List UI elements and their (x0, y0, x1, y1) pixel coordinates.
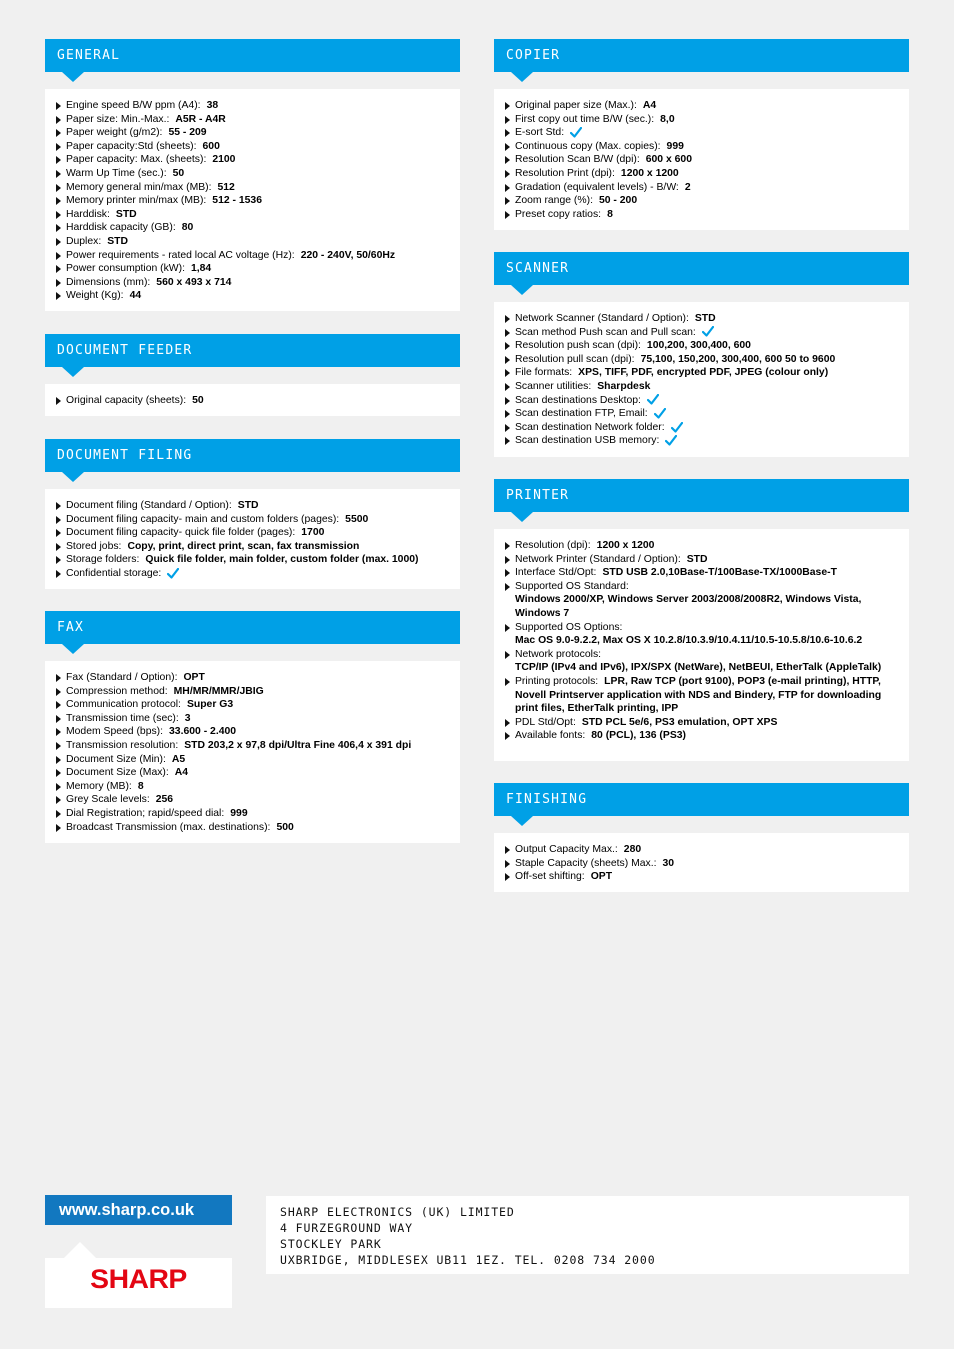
spec-item (55, 698, 450, 712)
spec-item (504, 353, 899, 367)
spec-value: 500 (276, 821, 294, 833)
spec-item (55, 793, 450, 807)
spec-value: 55 - 209 (168, 127, 207, 139)
spec-value: 1,84 (190, 263, 212, 275)
spec-item (55, 526, 450, 540)
section-title: DOCUMENT FILING (45, 439, 460, 472)
spec-item (55, 725, 450, 739)
spec-label: Preset copy ratios: (515, 208, 602, 220)
spec-label: Storage folders: (66, 554, 140, 566)
address-line: SHARP ELECTRONICS (UK) LIMITED (280, 1205, 515, 1219)
spec-label: Memory printer min/max (MB): (66, 195, 207, 207)
spec-label: Output Capacity Max.: (515, 844, 618, 855)
spec-value: 280 (623, 844, 642, 855)
spec-item (504, 167, 899, 181)
spec-item (504, 675, 899, 716)
spec-label: Harddisk: (66, 208, 110, 220)
spec-value: STD (115, 208, 137, 220)
spec-value: 600 (202, 140, 220, 152)
spec-value: OPT (590, 871, 613, 883)
spec-label: Resolution push scan (dpi): (515, 340, 641, 352)
spec-item (504, 716, 899, 730)
spec-label: Network Printer (Standard / Option): (515, 553, 681, 565)
section-document-feeder (45, 334, 460, 406)
spec-item (55, 289, 450, 303)
spec-label: File formats: (515, 367, 573, 379)
spec-value: 50 - 200 (598, 195, 638, 207)
spec-item (55, 394, 450, 408)
spec-label: Interface Std/Opt: (515, 567, 597, 579)
spec-item (55, 499, 450, 513)
spec-list (504, 99, 899, 221)
spec-value: 38 (206, 100, 219, 111)
spec-item (55, 712, 450, 726)
spec-label: Continuous copy (Max. copies): (515, 140, 661, 152)
spec-label: Resolution Print (dpi): (515, 167, 615, 179)
spec-list (504, 539, 899, 743)
spec-item (55, 780, 450, 794)
spec-item (504, 140, 899, 154)
section-document-filing (45, 439, 460, 579)
spec-value: 600 x 600 (645, 154, 692, 166)
check-icon (570, 127, 582, 138)
spec-list (55, 99, 450, 303)
spec-value: STD (686, 553, 708, 565)
spec-item (504, 181, 899, 195)
spec-value: XPS, TIFF, PDF, encrypted PDF, JPEG (colour only) (578, 367, 829, 379)
spec-item (55, 235, 450, 249)
section-title: GENERAL (45, 39, 460, 72)
spec-value: STD (107, 235, 129, 247)
spec-item (55, 194, 450, 208)
spec-value: 2100 (212, 154, 236, 166)
spec-label: First copy out time B/W (sec.): (515, 113, 655, 125)
spec-label: Harddisk capacity (GB): (66, 222, 176, 234)
company-address (266, 1196, 909, 1274)
spec-item (55, 739, 450, 753)
spec-label: Off-set shifting: (515, 871, 585, 883)
spec-item (504, 326, 899, 340)
spec-item (55, 262, 450, 276)
spec-list (55, 394, 450, 408)
spec-value: Mac OS 9.0-9.2.2, Max OS X 10.2.8/10.3.9/10.4.11/10.5-10.5.8/10.6-10.6.2 (515, 635, 863, 647)
spec-item (55, 821, 450, 835)
spec-label: Confidential storage: (66, 567, 162, 579)
address-line: 4 FURZEGROUND WAY (280, 1221, 414, 1235)
spec-label: Memory general min/max (MB): (66, 181, 212, 193)
spec-item (55, 753, 450, 767)
spec-value: 2 (684, 181, 691, 193)
spec-label: Network Scanner (Standard / Option): (515, 313, 689, 324)
spec-item (55, 540, 450, 554)
spec-label: Paper capacity:Std (sheets): (66, 140, 197, 152)
spec-value: MH/MR/MMR/JBIG (173, 685, 264, 697)
spec-value: 100,200, 300,400, 600 (646, 340, 751, 352)
spec-value: STD 203,2 x 97,8 dpi/Ultra Fine 406,4 x 391 dpi (184, 739, 412, 751)
spec-item (55, 181, 450, 195)
sharp-logo (45, 1258, 232, 1308)
spec-label: Modem Speed (bps): (66, 726, 164, 738)
spec-item (55, 249, 450, 263)
spec-label: Scan method Push scan and Pull scan: (515, 326, 696, 338)
spec-label: Paper capacity: Max. (sheets): (66, 154, 207, 166)
spec-value: 999 (666, 140, 684, 152)
spec-label: Scan destinations Desktop: (515, 394, 641, 406)
logo-text: SHARP (90, 1264, 187, 1294)
spec-label: Resolution pull scan (dpi): (515, 353, 635, 365)
spec-item (504, 566, 899, 580)
spec-value: A5 (171, 753, 186, 765)
spec-value: 8 (607, 208, 613, 220)
spec-value: 1200 x 1200 (620, 167, 679, 179)
check-icon (167, 568, 179, 579)
spec-label: Supported OS Options: (515, 621, 623, 633)
spec-value: LPR, Raw TCP (port 9100), POP3 (e-mail printing), HTTP, Novell Printserver application with NDS and Bindery, FTP for downloading print files, EtherTalk printing, IPP (515, 675, 882, 715)
address-line: STOCKLEY PARK (280, 1237, 382, 1251)
spec-value: OPT (183, 672, 205, 683)
spec-label: Zoom range (%): (515, 195, 593, 207)
spec-value: 5500 (345, 513, 369, 525)
spec-item (504, 407, 899, 421)
spec-value: 220 - 240V, 50/60Hz (300, 249, 396, 261)
section-title: SCANNER (494, 252, 909, 285)
spec-item (504, 99, 899, 113)
spec-value: STD (694, 313, 716, 324)
check-icon (647, 394, 659, 405)
spec-item (504, 434, 899, 448)
spec-value: Windows 2000/XP, Windows Server 2003/2008/2008R2, Windows Vista, Windows 7 (515, 594, 862, 619)
section-title: PRINTER (494, 479, 909, 512)
spec-item (504, 621, 899, 648)
spec-value: Copy, print, direct print, scan, fax transmission (127, 540, 360, 552)
section-title: COPIER (494, 39, 909, 72)
spec-item (55, 208, 450, 222)
spec-item (55, 99, 450, 113)
spec-item (55, 113, 450, 127)
spec-value: STD PCL 5e/6, PS3 emulation, OPT XPS (581, 716, 778, 728)
spec-item (504, 153, 899, 167)
spec-item (504, 113, 899, 127)
spec-item (504, 312, 899, 326)
section-copier (494, 39, 909, 220)
spec-label: Duplex: (66, 235, 102, 247)
spec-item (504, 339, 899, 353)
spec-value: 80 (181, 222, 194, 234)
spec-item (504, 553, 899, 567)
spec-label: Gradation (equivalent levels) - B/W: (515, 181, 679, 193)
spec-item (504, 648, 899, 675)
spec-label: Scan destination USB memory: (515, 435, 660, 447)
spec-item (55, 126, 450, 140)
spec-value: 33.600 - 2.400 (169, 726, 237, 738)
spec-label: Original paper size (Max.): (515, 100, 637, 111)
spec-item (55, 766, 450, 780)
spec-value: Sharpdesk (597, 380, 651, 392)
spec-label: Memory (MB): (66, 780, 132, 792)
address-line: UXBRIDGE, MIDDLESEX UB11 1EZ. TEL. 0208 734 2000 (280, 1253, 656, 1267)
section-scanner (494, 252, 909, 447)
spec-item (55, 685, 450, 699)
section-printer (494, 479, 909, 742)
check-icon (654, 408, 666, 419)
spec-item (504, 366, 899, 380)
section-finishing (494, 783, 909, 883)
spec-label: Grey Scale levels: (66, 794, 150, 806)
spec-label: Power requirements - rated local AC voltage (Hz): (66, 249, 295, 261)
spec-item (55, 276, 450, 290)
section-title: DOCUMENT FEEDER (45, 334, 460, 367)
spec-item (55, 807, 450, 821)
spec-item (504, 729, 899, 743)
check-icon (665, 435, 677, 446)
check-icon (671, 422, 683, 433)
spec-label: Paper weight (g/m2): (66, 127, 163, 139)
spec-label: Document Size (Max): (66, 767, 169, 779)
spec-label: Scan destination FTP, Email: (515, 408, 648, 420)
spec-value: 50 (172, 167, 185, 179)
spec-label: Scan destination Network folder: (515, 421, 665, 433)
spec-value: STD USB 2.0,10Base-T/100Base-TX/1000Base-T (602, 567, 837, 579)
spec-item (55, 671, 450, 685)
spec-label: Document filing capacity- main and custom folders (pages): (66, 513, 340, 525)
spec-value: 44 (129, 290, 142, 302)
spec-item (55, 167, 450, 181)
spec-item (55, 567, 450, 581)
spec-label: Available fonts: (515, 730, 586, 742)
spec-value: A4 (642, 100, 657, 111)
spec-label: Engine speed B/W ppm (A4): (66, 100, 201, 111)
spec-item (55, 153, 450, 167)
spec-label: Compression method: (66, 685, 168, 697)
spec-value: 256 (155, 794, 174, 806)
spec-item (504, 580, 899, 621)
spec-value: Super G3 (186, 699, 234, 711)
spec-value: A5R - A4R (175, 113, 226, 125)
spec-value: 3 (184, 712, 191, 724)
spec-label: Weight (Kg): (66, 290, 124, 302)
spec-list (55, 671, 450, 834)
spec-value: 50 (192, 395, 204, 406)
spec-item (504, 421, 899, 435)
spec-item (504, 870, 899, 884)
spec-value: 512 (217, 181, 235, 193)
spec-label: Stored jobs: (66, 540, 122, 552)
spec-value: 512 - 1536 (212, 195, 262, 207)
spec-label: Transmission resolution: (66, 739, 179, 751)
spec-label: Fax (Standard / Option): (66, 672, 178, 683)
spec-list (55, 499, 450, 581)
spec-label: Transmission time (sec): (66, 712, 179, 724)
spec-item (504, 394, 899, 408)
spec-label: Supported OS Standard: (515, 580, 629, 592)
check-icon (702, 326, 714, 337)
spec-value: 999 (230, 807, 248, 819)
spec-item (55, 140, 450, 154)
spec-label: Original capacity (sheets): (66, 395, 187, 406)
spec-label: Communication protocol: (66, 699, 181, 711)
spec-value: 1700 (301, 527, 325, 539)
spec-value: 1200 x 1200 (596, 540, 655, 551)
spec-item (504, 380, 899, 394)
spec-label: Resolution Scan B/W (dpi): (515, 154, 640, 166)
spec-list (504, 312, 899, 448)
spec-label: Resolution (dpi): (515, 540, 591, 551)
spec-item (504, 539, 899, 553)
spec-value: 560 x 493 x 714 (156, 276, 232, 288)
spec-label: Document filing capacity- quick file folder (pages): (66, 527, 296, 539)
section-fax (45, 611, 460, 833)
spec-value: 80 (PCL), 136 (PS3) (591, 730, 686, 742)
spec-label: E-sort Std: (515, 127, 565, 139)
spec-label: Document Size (Min): (66, 753, 166, 765)
spec-label: Network protocols: (515, 648, 602, 660)
spec-value: Quick file folder, main folder, custom folder (max. 1000) (145, 554, 419, 566)
spec-label: Broadcast Transmission (max. destinations): (66, 821, 271, 833)
spec-item (504, 208, 899, 222)
spec-value: TCP/IP (IPv4 and IPv6), IPX/SPX (NetWare), NetBEUI, EtherTalk (AppleTalk) (515, 662, 882, 674)
spec-label: Power consumption (kW): (66, 263, 185, 275)
spec-label: Dimensions (mm): (66, 276, 151, 288)
spec-label: Staple Capacity (sheets) Max.: (515, 857, 657, 869)
spec-value: A4 (174, 767, 189, 779)
spec-value: 30 (662, 857, 675, 869)
spec-item (504, 857, 899, 871)
section-title: FAX (45, 611, 460, 644)
spec-value: 8 (137, 780, 144, 792)
spec-label: Document filing (Standard / Option): (66, 500, 232, 511)
spec-label: Dial Registration; rapid/speed dial: (66, 807, 225, 819)
spec-label: Paper size: Min.-Max.: (66, 113, 170, 125)
website-link[interactable]: www.sharp.co.uk (45, 1195, 232, 1225)
spec-list (504, 843, 899, 884)
spec-value: 75,100, 150,200, 300,400, 600 50 to 9600 (640, 353, 836, 365)
spec-item (504, 194, 899, 208)
spec-item (504, 843, 899, 857)
spec-item (55, 513, 450, 527)
section-general (45, 39, 460, 302)
spec-label: Warm Up Time (sec.): (66, 167, 167, 179)
section-title: FINISHING (494, 783, 909, 816)
spec-item (55, 221, 450, 235)
spec-item (55, 553, 450, 567)
spec-value: STD (237, 500, 259, 511)
spec-label: PDL Std/Opt: (515, 716, 576, 728)
spec-value: 8,0 (660, 113, 675, 125)
spec-label: Printing protocols: (515, 675, 599, 687)
spec-item (504, 126, 899, 140)
spec-label: Scanner utilities: (515, 380, 592, 392)
